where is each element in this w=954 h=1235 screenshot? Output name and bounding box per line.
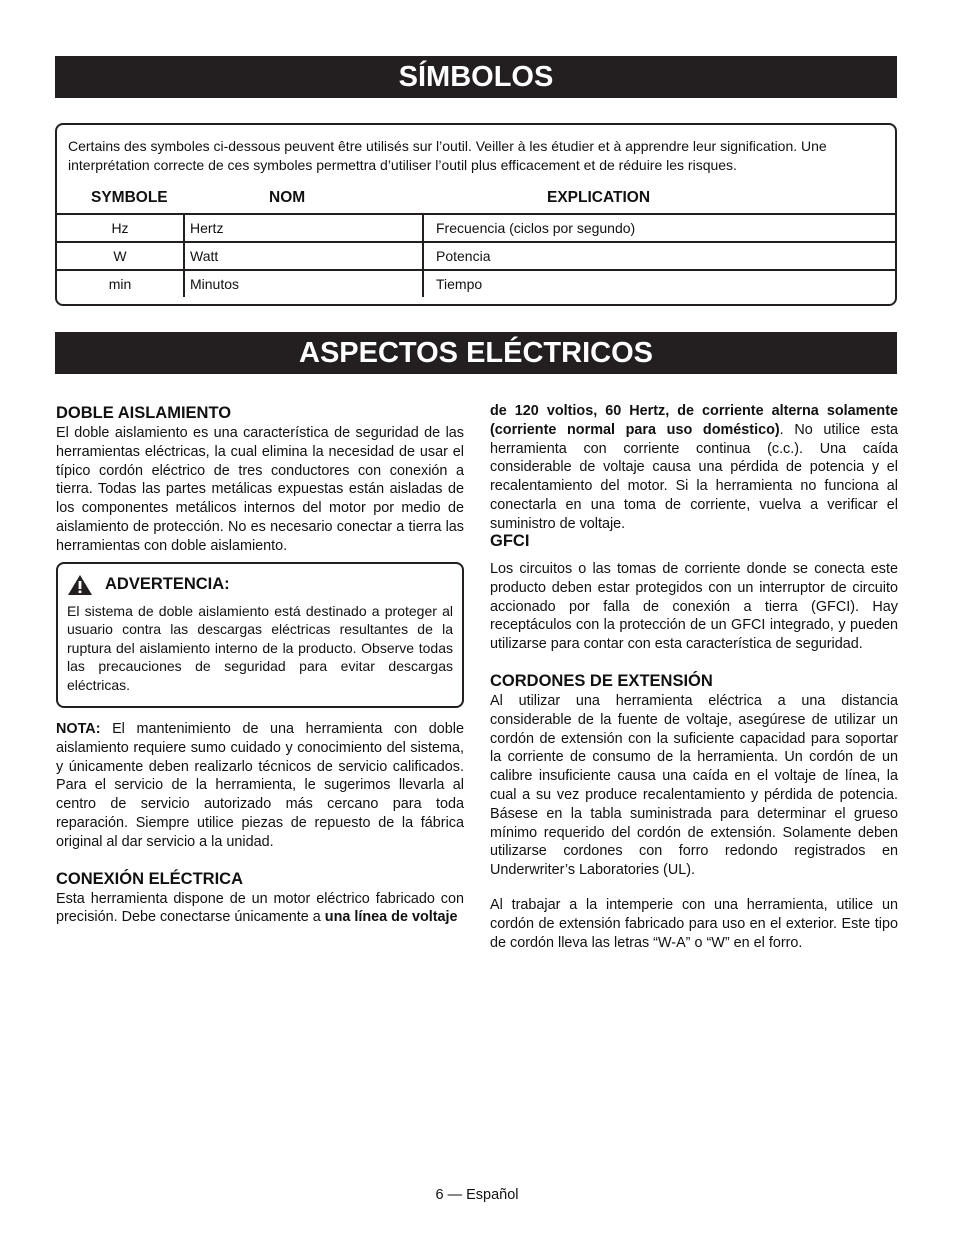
table-row: [57, 242, 895, 270]
connection-body-continued: [490, 402, 898, 534]
extension-heading: CORDONES DE EXTENSIÓN: [490, 671, 713, 690]
connection-text-continued: . No utilice esta herramienta con corriente continua (c.c.). Una caída considerable de voltaje causa una pérdida de potencia y el recalentamiento del motor. Si la herramienta no funciona al conectarla en una toma de corriente, vuelva a verificar el suministro de voltaje.: [490, 421, 898, 532]
connection-voltage-spec: una línea de voltaje: [324, 909, 458, 926]
name-cell: Hertz: [184, 214, 423, 242]
connection-text-start: Esta herramienta dispone de un motor eléctrico fabricado con precisión. Debe conectarse únicamente a: [56, 890, 464, 926]
name-column-header: NOM: [269, 189, 306, 206]
warning-body: El sistema de doble aislamiento está destinado a proteger al usuario contra las descargas eléctricas resultantes de la ruptura del aislamiento interno de la producto. Observe todas las precauciones de seguridad para evitar descargas eléctricas.: [67, 602, 453, 693]
symbols-intro: Certains des symboles ci-dessous peuvent être utilisés sur l’outil. Veiller à les étudier et à apprendre leur signification. Une interprétation correcte de ces symboles permettra d’utiliser l’outil plus efficacement et de réduire les risques.: [68, 138, 827, 173]
note-label: NOTA:: [56, 721, 101, 738]
connection-voltage-spec-continued: de 120 voltios, 60 Hertz, de corriente alterna solamente (corriente normal para uso doméstico): [490, 403, 898, 438]
note-paragraph: [56, 720, 464, 852]
electrical-banner: ASPECTOS ELÉCTRICOS: [55, 332, 897, 374]
symbol-cell: min: [57, 270, 184, 297]
symbols-table: [57, 213, 895, 297]
explanation-column-header: EXPLICATION: [547, 189, 651, 206]
explanation-cell: Potencia: [423, 242, 895, 270]
symbols-banner: SÍMBOLOS: [55, 56, 897, 98]
note-body: El mantenimiento de una herramienta con doble aislamiento requiere sumo cuidado y conocimiento del sistema, y únicamente deben realizarlo técnicos de servicio calificados. Para el servicio de la herramienta, le sugerimos llevarla al centro de servicio autorizado más cercano para toda reparación. Siempre utilice piezas de repuesto de la fábrica original al dar servicio a la unidad.: [56, 721, 464, 850]
extension-body-1: Al utilizar una herramienta eléctrica a una distancia considerable de la fuente de voltaje, asegúrese de utilizar un cordón de extensión con la suficiente capacidad para soportar la corriente de consumo de la herramienta. Un cordón de un calibre insuficiente causa una caída en el voltaje de línea, la cual a su vez produce recalentamiento y pérdida de potencia. Básese en la tabla suministrada para determinar el grueso mínimo requerido del cordón de extensión. Solamente deben utilizarse cordones con forro redondo registrados en Underwriter’s Laboratories (UL).: [490, 692, 898, 879]
warning-title: ADVERTENCIA:: [105, 575, 230, 594]
left-column: [56, 402, 464, 927]
table-row: [57, 270, 895, 297]
right-column-sections: [490, 530, 898, 952]
right-column: [490, 402, 898, 534]
page-footer: 6 — Español: [435, 1187, 519, 1203]
symbol-cell: Hz: [57, 214, 184, 242]
name-cell: Minutos: [184, 270, 423, 297]
gfci-body: Los circuitos o las tomas de corriente donde se conecta este producto deben estar protegidos con un interruptor de circuito accionado por falla de conexión a tierra (GFCI). Hay receptáculos con la protección de un GFCI integrado, y pueden utilizarse para contar con esta característica de seguridad.: [490, 561, 898, 653]
double-insulation-heading: DOBLE AISLAMIENTO: [56, 404, 232, 422]
double-insulation-body: El doble aislamiento es una característica de seguridad de las herramientas eléctricas, la cual elimina la necesidad de usar el típico cordón eléctrico de tres conductores con conexión a tierra. Todas las partes metálicas expuestas están aisladas de los componentes metálicos internos del motor por medio de aislamiento de protección. No es necesario conectar a tierra las herramientas con doble aislamiento.: [56, 425, 464, 554]
gfci-heading: GFCI: [490, 532, 530, 550]
name-cell: Watt: [184, 242, 423, 270]
connection-body-start: [56, 890, 464, 928]
table-row: [57, 214, 895, 242]
symbol-cell: W: [57, 242, 184, 270]
extension-body-2: Al trabajar a la intemperie con una herramienta, utilice un cordón de extensión fabricado para uso en el exterior. Este tipo de cordón lleva las letras “W-A” o “W” en el forro.: [490, 896, 898, 951]
warning-box: [56, 562, 464, 709]
explanation-cell: Tiempo: [423, 270, 895, 297]
explanation-cell: Frecuencia (ciclos por segundo): [423, 214, 895, 242]
symbols-box: [55, 123, 897, 306]
warning-triangle-icon: [67, 574, 93, 596]
symbol-column-header: SYMBOLE: [91, 189, 168, 206]
connection-heading: CONEXIÓN ELÉCTRICA: [56, 869, 244, 888]
